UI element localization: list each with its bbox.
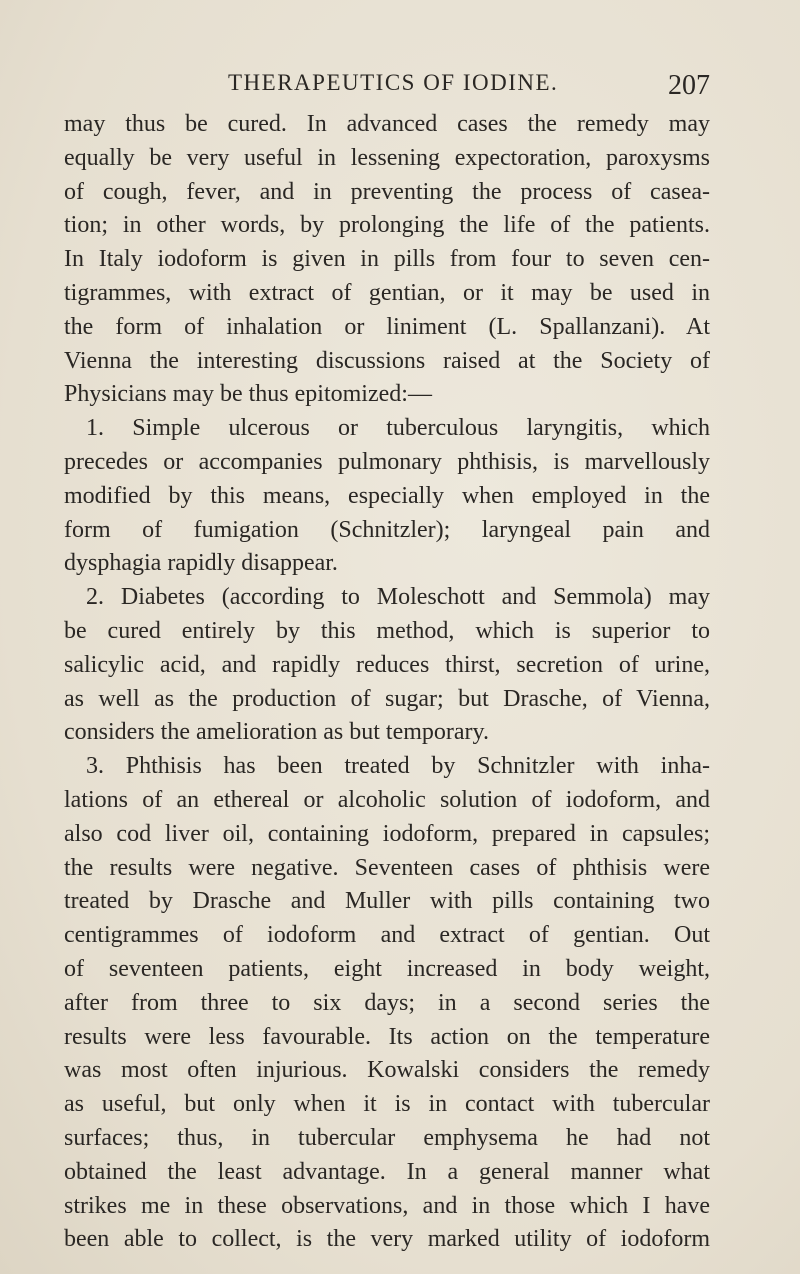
text-line: considers the amelioration as but temporary. — [64, 719, 489, 746]
text-line: also cod liver oil, containing iodoform, prepared in capsules; — [64, 820, 710, 847]
text-line: be cured entirely by this method, which is superior to — [64, 617, 710, 644]
numbered-item-2: 2. Diabetes (according to Moleschott and Semmola) may — [86, 584, 710, 611]
text-line: salicylic acid, and rapidly reduces thirst, secretion of urine, — [64, 651, 710, 678]
text-line: lations of an ethereal or alcoholic solution of iodoform, and — [64, 786, 710, 813]
text-line: of seventeen patients, eight increased in body weight, — [64, 955, 710, 982]
text-line: In Italy iodoform is given in pills from four to seven cen- — [64, 246, 710, 273]
text-line: precedes or accompanies pulmonary phthisis, is marvellously — [64, 448, 710, 475]
running-head: THERAPEUTICS OF IODINE. — [228, 70, 559, 95]
text-line: modified by this means, especially when employed in the — [64, 482, 710, 509]
body-text — [64, 108, 710, 1257]
text-line: the form of inhalation or liniment (L. Spallanzani). At — [64, 313, 710, 340]
text-line: may thus be cured. In advanced cases the remedy may — [64, 111, 710, 137]
text-line: surfaces; thus, in tubercular emphysema he had not — [64, 1124, 710, 1151]
text-line: Physicians may be thus epitomized:— — [64, 381, 432, 408]
text-line: equally be very useful in lessening expectoration, paroxysms — [64, 144, 710, 171]
numbered-item-1: 1. Simple ulcerous or tuberculous laryngitis, which — [86, 415, 710, 442]
text-line: centigrammes of iodoform and extract of gentian. Out — [64, 922, 710, 949]
text-line: treated by Drasche and Muller with pills containing two — [64, 888, 710, 915]
text-line: dysphagia rapidly disappear. — [64, 550, 338, 577]
text-line: Vienna the interesting discussions raised at the Society of — [64, 347, 710, 374]
text-line: after from three to six days; in a second series the — [64, 989, 710, 1016]
text-line: as well as the production of sugar; but Drasche, of Vienna, — [64, 685, 710, 712]
text-line: tigrammes, with extract of gentian, or it may be used in — [64, 279, 710, 306]
text-line: tion; in other words, by prolonging the life of the patients. — [64, 212, 710, 239]
text-line: the results were negative. Seventeen cases of phthisis were — [64, 854, 710, 881]
text-line: as useful, but only when it is in contact with tubercular — [64, 1091, 710, 1118]
numbered-item-3: 3. Phthisis has been treated by Schnitzler with inha- — [86, 753, 710, 780]
text-line: form of fumigation (Schnitzler); laryngeal pain and — [64, 516, 710, 543]
page-header — [228, 70, 710, 110]
text-line: was most often injurious. Kowalski considers the remedy — [64, 1057, 710, 1084]
page-number: 207 — [668, 70, 710, 101]
text-line: results were less favourable. Its action on the temperature — [64, 1023, 710, 1050]
text-line: of cough, fever, and in preventing the process of casea- — [64, 178, 710, 205]
text-line: been able to collect, is the very marked utility of iodoform — [64, 1226, 710, 1253]
text-line: obtained the least advantage. In a general manner what — [64, 1158, 710, 1185]
text-line: strikes me in these observations, and in those which I have — [64, 1192, 710, 1219]
